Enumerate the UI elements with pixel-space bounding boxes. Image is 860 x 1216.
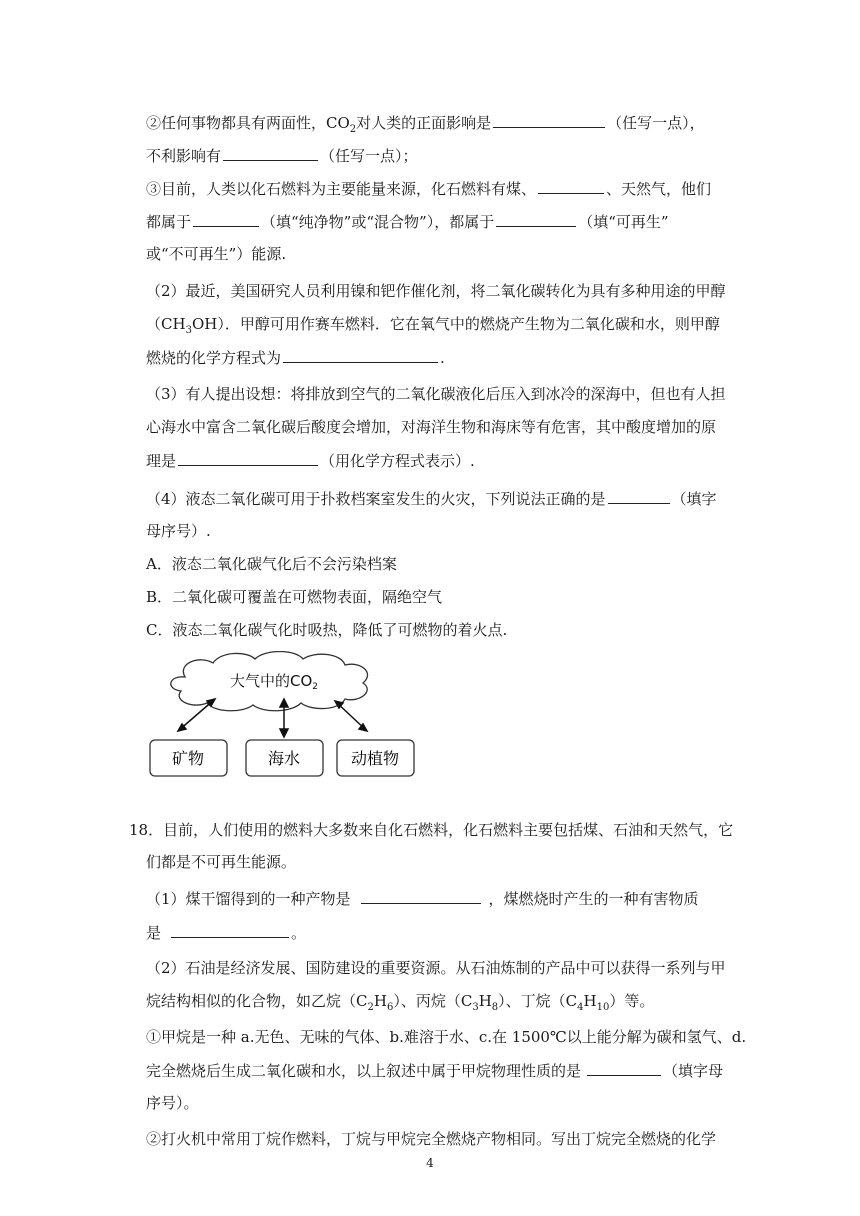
q17-line-1: ②任何事物都具有两面性，$CO_2$对人类的正面影响是 （任写一点）， [146,114,705,135]
q18-sub1-line-3: 序号）。 [146,1094,199,1112]
q18-part1-line-2: 是 。 [146,924,307,942]
svg-text:动植物: 动植物 [350,749,400,768]
q17-line-3: ③目前，人类以化石燃料为主要能量来源，化石燃料有煤、 、天然气，他们 [146,180,712,198]
cloud-label: 大气中的$CO_2$ [230,672,319,692]
q17-part3-line-2: 心海水中富含二氧化碳后酸度会增加，对海洋生物和海床等有危害，其中酸度增加的原 [146,418,717,436]
box-organisms [337,740,414,776]
q17-part2-line-3: 燃烧的化学方程式为 . [146,349,445,367]
svg-text:海水: 海水 [267,749,301,768]
q17-part4-line-2: 母序号）. [146,522,211,540]
q18-line-1: 18．目前，人们使用的燃料大多数来自化石燃料，化石燃料主要包括煤、石油和天然气，它 [129,821,734,839]
q18-sub1-line-2: 完全燃烧后生成二氧化碳和水，以上叙述中属于甲烷物理性质的是 （填字母 [146,1062,724,1080]
box-minerals [150,740,227,776]
answer-blank[interactable] [171,922,289,938]
q17-part2-line-1: （2）最近，美国研究人员利用镍和钯作催化剂，将二氧化碳转化为具有多种用途的甲醇 [146,282,726,300]
answer-blank[interactable] [493,112,605,128]
answer-blank[interactable] [223,145,318,161]
option-c: C．液态二氧化碳气化时吸热，降低了可燃物的着火点. [146,621,508,639]
q17-line-4: 都属于 （填“纯净物”或“混合物”），都属于 （填“可再生” [146,213,669,231]
page-number: 4 [426,1156,434,1170]
answer-blank[interactable] [193,211,259,227]
answer-blank[interactable] [361,888,481,904]
option-b: B．二氧化碳可覆盖在可燃物表面，隔绝空气 [146,588,443,606]
q17-line-5: 或“不可再生”）能源. [146,245,287,263]
box-seawater [246,740,323,776]
q17-part3-line-1: （3）有人提出设想：将排放到空气的二氧化碳液化后压入到冰冷的深海中，但也有人担 [146,385,726,403]
q17-part2-line-2: $(CH_3OH)$．甲醇可用作赛车燃料．它在氧气中的燃烧产生物为二氧化碳和水，则甲醇 [146,315,720,336]
option-a: A．液态二氧化碳气化后不会污染档案 [146,555,397,573]
q18-sub2-line-1: ②打火机中常用丁烷作燃料，丁烷与甲烷完全燃烧产物相同。写出丁烷完全燃烧的化学 [146,1130,717,1148]
q18-line-2: 们都是不可再生能源。 [146,853,297,871]
answer-blank[interactable] [587,1060,661,1076]
q17-part4-line-1: （4）液态二氧化碳可用于扑救档案室发生的火灾，下列说法正确的是 （填字 [146,490,717,508]
q18-part1-line-1: （1）煤干馏得到的一种产物是 ，煤燃烧时产生的一种有害物质 [146,890,699,908]
answer-blank[interactable] [178,450,318,466]
answer-blank[interactable] [283,347,438,363]
q17-part3-line-3: 理是 （用化学方程式表示）. [146,452,475,470]
answer-blank[interactable] [608,488,670,504]
svg-text:矿物: 矿物 [171,749,205,768]
answer-blank[interactable] [538,178,604,194]
answer-blank[interactable] [496,211,576,227]
q18-part2-line-1: （2）石油是经济发展、国防建设的重要资源。从石油炼制的产品中可以获得一系列与甲 [146,959,726,977]
q17-line-2: 不利影响有 （任写一点）； [146,147,418,165]
q18-part2-line-2: 烷结构相似的化合物，如乙烷$(C_2H_6)$、丙烷$(C_3H_8)$、丁烷$(C_4H_{10})$等。 [146,992,655,1013]
q18-sub1-line-1: ①甲烷是一种 a.无色、无味的气体、b.难溶于水、c.在 1500℃以上能分解为碳和氢气、d. [146,1028,747,1046]
co2-cycle-diagram [145,651,420,781]
